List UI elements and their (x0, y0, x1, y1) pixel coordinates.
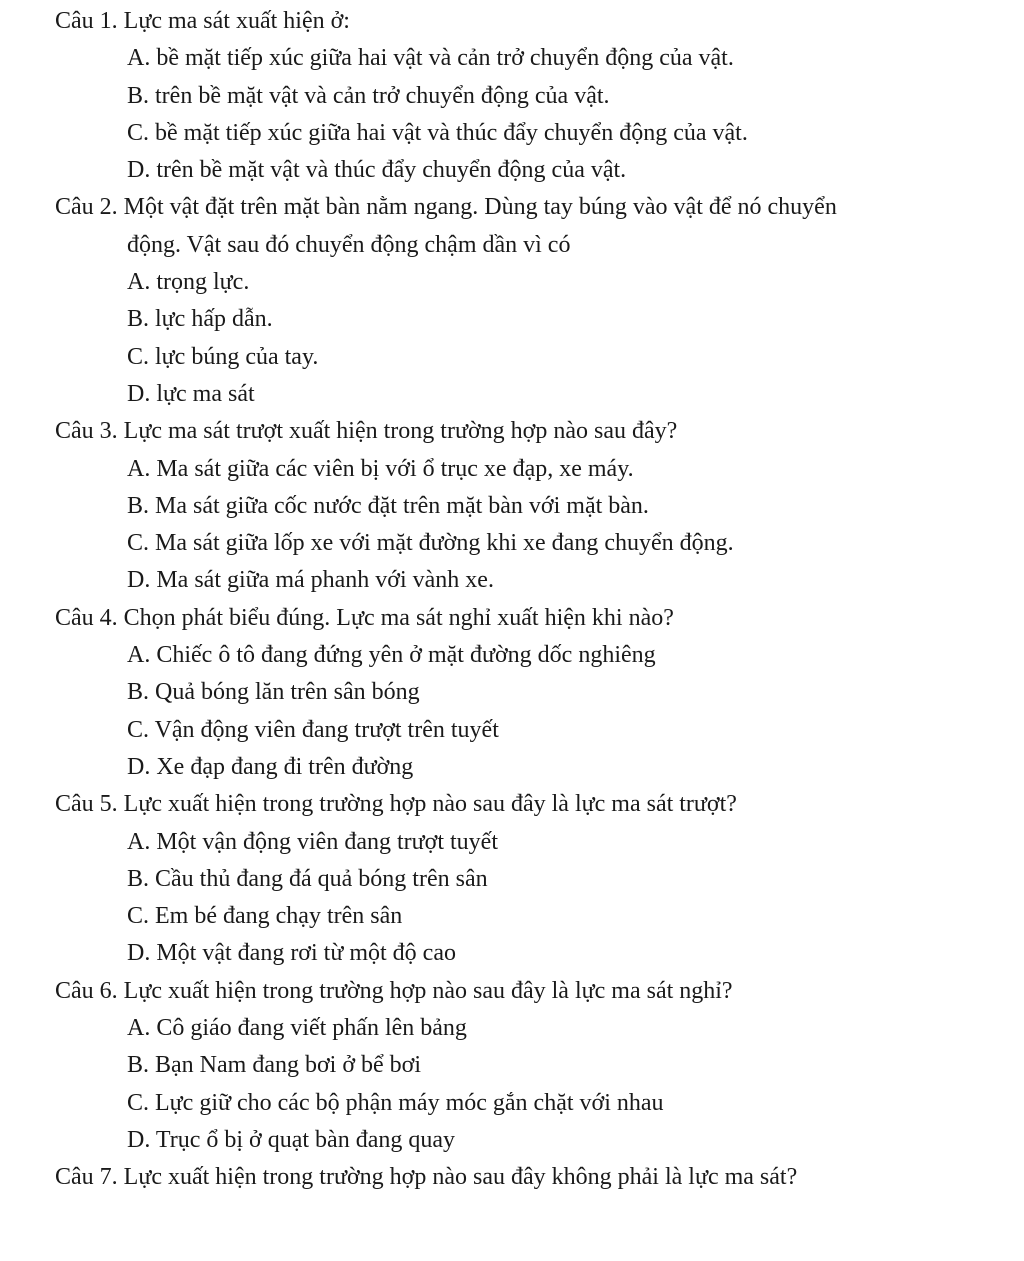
question-text-continued: động. Vật sau đó chuyển động chậm dần vì có (127, 231, 571, 258)
question-text: Câu 4. Chọn phát biểu đúng. Lực ma sát nghỉ xuất hiện khi nào? (55, 604, 674, 631)
answer-option: D. trên bề mặt vật và thúc đẩy chuyển động của vật. (127, 157, 627, 184)
question-block-6 (0, 973, 1024, 1159)
question-text: Câu 2. Một vật đặt trên mặt bàn nằm ngang. Dùng tay búng vào vật để nó chuyển (55, 194, 837, 221)
answer-option: C. lực búng của tay. (127, 343, 319, 370)
question-block-4 (0, 600, 1024, 786)
answer-option: C. Lực giữ cho các bộ phận máy móc gắn chặt với nhau (127, 1089, 664, 1116)
answer-option: C. Ma sát giữa lốp xe với mặt đường khi xe đang chuyển động. (127, 530, 734, 557)
question-block-1 (0, 3, 1024, 189)
answer-option: B. trên bề mặt vật và cản trở chuyển động của vật. (127, 82, 610, 109)
question-text: Câu 3. Lực ma sát trượt xuất hiện trong trường hợp nào sau đây? (55, 418, 678, 445)
answer-option: D. Ma sát giữa má phanh với vành xe. (127, 567, 494, 594)
quiz-document (0, 3, 1024, 1197)
answer-option: A. Ma sát giữa các viên bị với ổ trục xe đạp, xe máy. (127, 455, 634, 482)
answer-option: A. bề mặt tiếp xúc giữa hai vật và cản trở chuyển động của vật. (127, 45, 734, 72)
answer-option: B. Ma sát giữa cốc nước đặt trên mặt bàn với mặt bàn. (127, 492, 649, 519)
answer-option: A. Chiếc ô tô đang đứng yên ở mặt đường dốc nghiêng (127, 642, 656, 669)
question-block-5 (0, 786, 1024, 972)
answer-option: C. Vận động viên đang trượt trên tuyết (127, 716, 499, 743)
question-text: Câu 7. Lực xuất hiện trong trường hợp nào sau đây không phải là lực ma sát? (55, 1164, 798, 1191)
question-text: Câu 6. Lực xuất hiện trong trường hợp nào sau đây là lực ma sát nghỉ? (55, 977, 733, 1004)
answer-option: D. Một vật đang rơi từ một độ cao (127, 940, 456, 967)
answer-option: A. trọng lực. (127, 269, 250, 296)
question-block-2 (0, 189, 1024, 413)
answer-option: A. Một vận động viên đang trượt tuyết (127, 828, 498, 855)
question-block-7 (0, 1159, 1024, 1196)
answer-option: B. Quả bóng lăn trên sân bóng (127, 679, 420, 706)
question-block-3 (0, 413, 1024, 599)
answer-option: A. Cô giáo đang viết phấn lên bảng (127, 1015, 467, 1042)
question-text: Câu 5. Lực xuất hiện trong trường hợp nào sau đây là lực ma sát trượt? (55, 791, 737, 818)
answer-option: D. Xe đạp đang đi trên đường (127, 753, 414, 780)
answer-option: D. lực ma sát (127, 380, 255, 407)
answer-option: C. bề mặt tiếp xúc giữa hai vật và thúc đẩy chuyển động của vật. (127, 119, 748, 146)
answer-option: B. Bạn Nam đang bơi ở bể bơi (127, 1052, 422, 1079)
answer-option: C. Em bé đang chạy trên sân (127, 903, 403, 930)
answer-option: B. lực hấp dẫn. (127, 306, 273, 333)
question-text: Câu 1. Lực ma sát xuất hiện ở: (55, 8, 350, 34)
answer-option: D. Trục ổ bị ở quạt bàn đang quay (127, 1126, 455, 1153)
answer-option: B. Cầu thủ đang đá quả bóng trên sân (127, 865, 488, 892)
